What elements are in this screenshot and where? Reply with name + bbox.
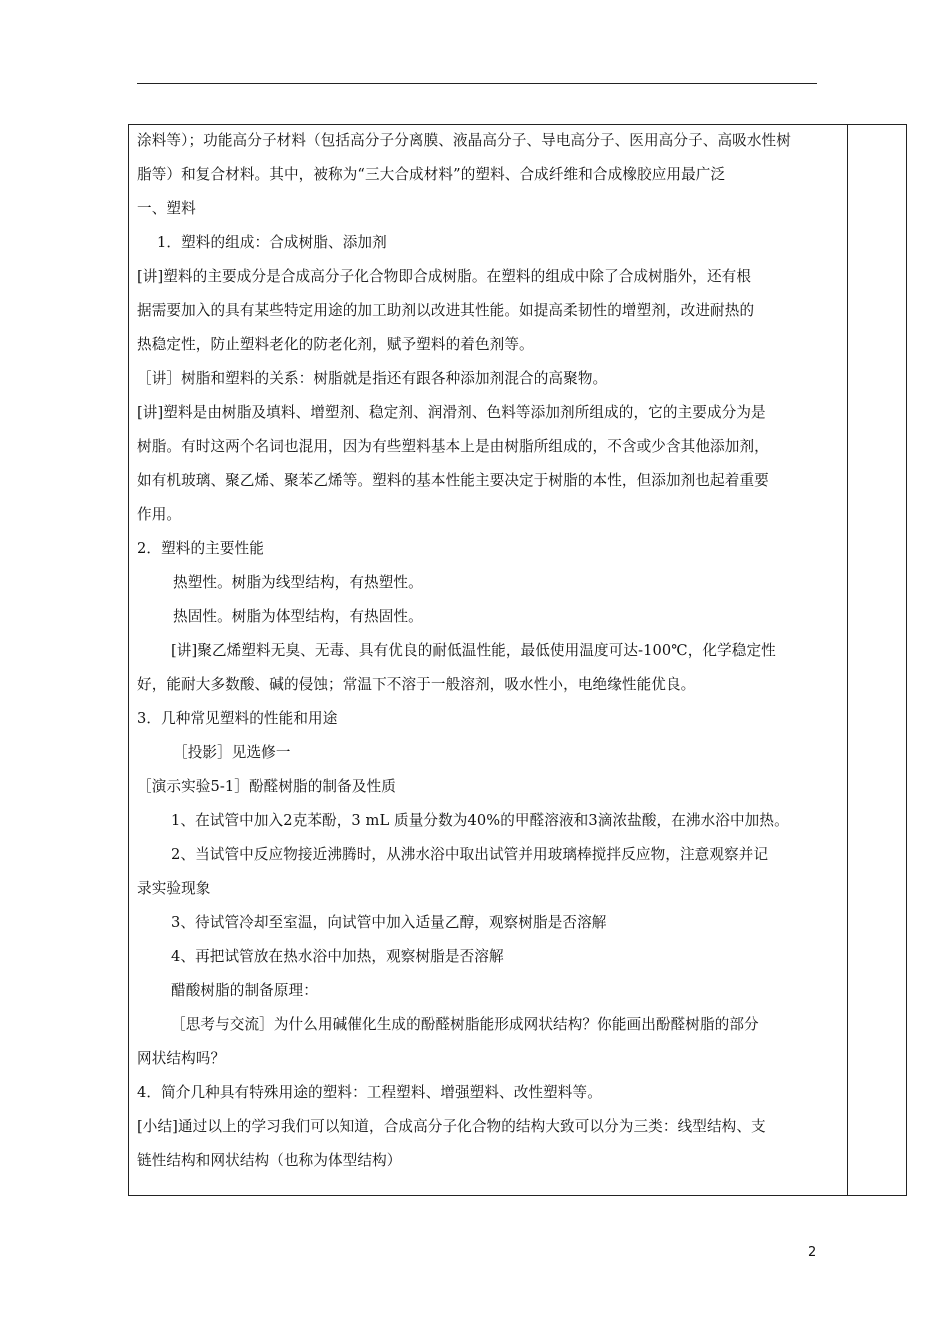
text-line: [讲]聚乙烯塑料无臭、无毒、具有优良的耐低温性能，最低使用温度可达-100℃，化学稳定性 xyxy=(171,642,776,659)
text-line: ［讲］树脂和塑料的关系：树脂就是指还有跟各种添加剂混合的高聚物。 xyxy=(137,370,608,387)
text-line: ［演示实验5-1］酚醛树脂的制备及性质 xyxy=(137,778,396,795)
text-line: 树脂。有时这两个名词也混用，因为有些塑料基本上是由树脂所组成的，不含或少含其他添加剂， xyxy=(137,438,769,455)
text-line: 如有机玻璃、聚乙烯、聚苯乙烯等。塑料的基本性能主要决定于树脂的本性，但添加剂也起着重要 xyxy=(137,472,769,489)
header-rule xyxy=(137,83,817,84)
section-heading: 一、塑料 xyxy=(137,200,196,217)
text-line: ［投影］见选修一 xyxy=(173,744,291,761)
text-line: 3、待试管冷却至室温，向试管中加入适量乙醇，观察树脂是否溶解 xyxy=(171,914,607,931)
page-number: 2 xyxy=(808,1245,817,1260)
text-line: ［思考与交流］为什么用碱催化生成的酚醛树脂能形成网状结构？你能画出酚醛树脂的部分 xyxy=(171,1016,759,1033)
text-line: [讲]塑料是由树脂及填料、增塑剂、稳定剂、润滑剂、色料等添加剂所组成的，它的主要成分为是 xyxy=(137,404,766,421)
text-line: 2、当试管中反应物接近沸腾时，从沸水浴中取出试管并用玻璃棒搅拌反应物，注意观察并记 xyxy=(171,846,769,863)
subsection-heading: 1．塑料的组成：合成树脂、添加剂 xyxy=(157,234,387,251)
text-line: 热塑性。树脂为线型结构，有热塑性。 xyxy=(173,574,423,591)
text-line: [讲]塑料的主要成分是合成高分子化合物即合成树脂。在塑料的组成中除了合成树脂外，还有根 xyxy=(137,268,752,285)
subsection-heading: 3．几种常见塑料的性能和用途 xyxy=(137,710,338,727)
text-line: 录实验现象 xyxy=(137,880,211,897)
text-line: 脂等）和复合材料。其中，被称为“三大合成材料”的塑料、合成纤维和合成橡胶应用最广泛 xyxy=(137,166,726,183)
table-content-cell xyxy=(137,124,841,1178)
text-line: 1、在试管中加入2克苯酚，3 mL 质量分数为40%的甲醛溶液和3滴浓盐酸，在沸水浴中加热。 xyxy=(171,812,789,829)
text-line: 网状结构吗？ xyxy=(137,1050,226,1067)
text-line: 4、再把试管放在热水浴中加热，观察树脂是否溶解 xyxy=(171,948,504,965)
text-line: 好，能耐大多数酸、碱的侵蚀；常温下不溶于一般溶剂，吸水性小，电绝缘性能优良。 xyxy=(137,676,696,693)
subsection-heading: 4．简介几种具有特殊用途的塑料：工程塑料、增强塑料、改性塑料等。 xyxy=(137,1084,602,1101)
text-line: 链性结构和网状结构（也称为体型结构） xyxy=(137,1152,402,1169)
subsection-heading: 2．塑料的主要性能 xyxy=(137,540,264,557)
text-line: 作用。 xyxy=(137,506,182,523)
text-line: 热稳定性，防止塑料老化的防老化剂，赋予塑料的着色剂等。 xyxy=(137,336,534,353)
text-line: 涂料等）；功能高分子材料（包括高分子分离膜、液晶高分子、导电高分子、医用高分子、高吸水性树 xyxy=(137,132,791,149)
text-line: 热固性。树脂为体型结构，有热固性。 xyxy=(173,608,423,625)
column-divider xyxy=(847,124,848,1196)
text-line: 据需要加入的具有某些特定用途的加工助剂以改进其性能。如提高柔韧性的增塑剂，改进耐热的 xyxy=(137,302,755,319)
text-line: [小结]通过以上的学习我们可以知道，合成高分子化合物的结构大致可以分为三类：线型结构、支 xyxy=(137,1118,766,1135)
text-line: 醋酸树脂的制备原理： xyxy=(171,982,318,999)
